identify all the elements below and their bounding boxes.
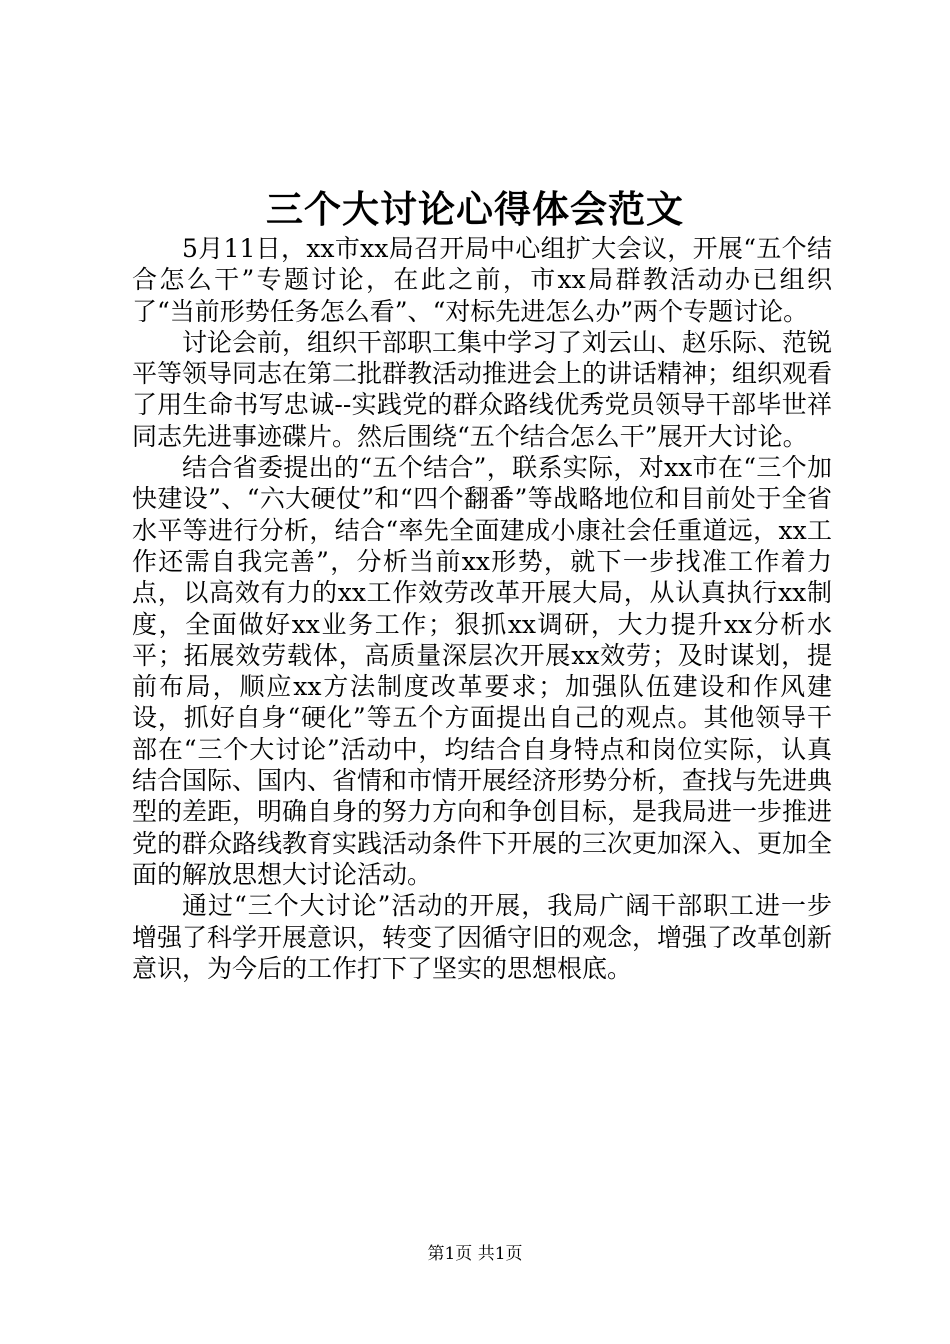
paragraph-3: 结合省委提出的“五个结合”，联系实际，对xx市在“三个加快建设”、“六大硬仗”和“四个翻番”等战略地位和目前处于全省水平等进行分析，结合“率先全面建成小康社会任重道远，xx工作还需自我完善”，分析当前xx形势，就下一步找准工作着力点，以高效有力的xx工作效劳改革开展大局，从认真执行xx制度，全面做好xx业务工作；狠抓xx调研，大力提升xx分析水平；拓展效劳载体，高质量深层次开展xx效劳；及时谋划，提前布局，顺应xx方法制度改革要求；加强队伍建设和作风建设，抓好自身“硬化”等五个方面提出自己的观点。其他领导干部在“三个大讨论”活动中，均结合自身特点和岗位实际，认真结合国际、国内、省情和市情开展经济形势分析，查找与先进典型的差距，明确自身的努力方向和争创目标，是我局进一步推进党的群众路线教育实践活动条件下开展的三次更加深入、更加全面的解放思想大讨论活动。 xyxy=(132,453,833,889)
document-title: 三个大讨论心得体会范文 xyxy=(266,187,684,231)
paragraph-2: 讨论会前，组织干部职工集中学习了刘云山、赵乐际、范锐平等领导同志在第二批群教活动推进会上的讲话精神；组织观看了用生命书写忠诚--实践党的群众路线优秀党员领导干部毕世祥同志先进事迹碟片。然后围绕“五个结合怎么干”展开大讨论。 xyxy=(132,327,833,451)
document-body xyxy=(132,233,832,984)
paragraph-1: 5月11日，xx市xx局召开局中心组扩大会议，开展“五个结合怎么干”专题讨论，在此之前，市xx局群教活动办已组织了“当前形势任务怎么看”、“对标先进怎么办”两个专题讨论。 xyxy=(132,234,832,326)
paragraph-4: 通过“三个大讨论”活动的开展，我局广阔干部职工进一步增强了科学开展意识，转变了因循守旧的观念，增强了改革创新意识，为今后的工作打下了坚实的思想根底。 xyxy=(132,891,833,983)
page-number-footer: 第1页 共1页 xyxy=(427,1244,523,1264)
